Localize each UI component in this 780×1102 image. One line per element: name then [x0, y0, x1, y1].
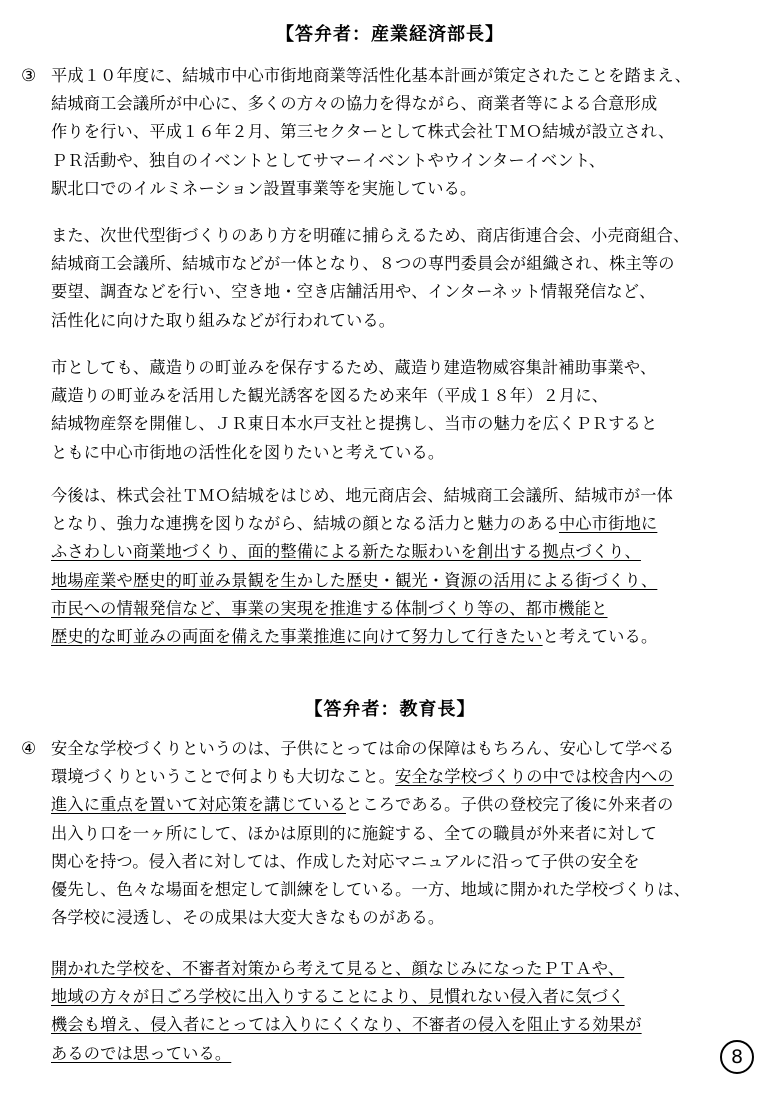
- text-line: [51, 222, 763, 250]
- text-segment: 安全な学校づくりというのは、子供にとっては命の保障はもちろん、安心して学べる: [51, 739, 675, 758]
- item-marker-4: ④: [21, 739, 37, 759]
- text-segment: となり、強力な連携を図りながら、結城の顔となる活力と魅力のある: [51, 514, 560, 534]
- text-line: [51, 354, 763, 382]
- underlined-text: 歴史的な町並みの両面を備えた事業推進に向けて努力して行きたい: [51, 626, 543, 646]
- text-line: [51, 735, 763, 763]
- text-line: [51, 118, 763, 146]
- text-line: [51, 538, 763, 566]
- answer-paragraph: [51, 354, 763, 467]
- text-line: [51, 278, 763, 306]
- text-line: [51, 307, 763, 335]
- text-segment: 活性化に向けた取り組みなどが行われている。: [51, 310, 396, 330]
- text-line: [51, 876, 763, 904]
- answer-paragraph: [51, 222, 763, 335]
- answer-paragraph: [51, 955, 763, 1068]
- text-segment: 各学校に浸透し、その成果は大変大きなものがある。: [51, 908, 445, 928]
- text-line: [51, 955, 763, 983]
- answer-paragraph: [51, 735, 763, 932]
- underlined-text: 市民への情報発信など、事業の実現を推進する体制づくり等の、都市機能と: [51, 598, 608, 618]
- item-marker-3: ③: [21, 66, 37, 86]
- answer-paragraph: [51, 482, 763, 651]
- text-line: [51, 791, 763, 819]
- text-segment: 今後は、株式会社ＴＭＯ結城をはじめ、地元商店会、結城商工会議所、結城市が一体: [51, 486, 674, 505]
- text-segment: 結城商工会議所が中心に、多くの方々の協力を得ながら、商業者等による合意形成: [51, 94, 658, 114]
- text-segment: ところである。子供の登校完了後に外来者の: [345, 795, 674, 815]
- underlined-text: ふさわしい商業地づくり、面的整備による新たな賑わいを創出する拠点づくり、: [51, 542, 641, 562]
- text-segment: ともに中心市街地の活性化を図りたいと考えている。: [51, 442, 445, 462]
- text-segment: 作りを行い、平成１６年２月、第三セクターとして株式会社ＴＭＯ結城が設立され、: [51, 122, 675, 142]
- underlined-text: 中心市街地に: [559, 514, 658, 534]
- heading-superintendent-of-education: 【答弁者：教育長】: [304, 699, 476, 720]
- page-number-badge: 8: [720, 1040, 754, 1074]
- text-segment: 市としても、蔵造りの町並みを保存するため、蔵造り建造物威容集計補助事業や、: [51, 358, 657, 377]
- text-segment: 優先し、色々な場面を想定して訓練をしている。一方、地域に開かれた学校づくりは、: [51, 879, 691, 899]
- text-line: [51, 90, 763, 118]
- text-segment: 要望、調査などを行い、空き地・空き店舗活用や、インターネット情報発信など、: [51, 282, 656, 302]
- text-line: [51, 1040, 763, 1068]
- text-line: [51, 62, 763, 90]
- heading-industrial-economy-director: 【答弁者：産業経済部長】: [276, 24, 504, 45]
- underlined-text: 安全な学校づくりの中では校舎内への: [395, 767, 674, 787]
- text-segment: 出入り口を一ヶ所にして、ほかは原則的に施錠する、全ての職員が外来者に対して: [51, 823, 658, 843]
- text-segment: 環境づくりということで何よりも大切なこと。: [51, 767, 396, 787]
- text-line: [51, 439, 763, 467]
- text-segment: ＰＲ活動や、独自のイベントとしてサマーイベントやウインターイベント、: [51, 150, 606, 170]
- text-line: [51, 482, 763, 510]
- text-segment: 結城商工会議所、結城市などが一体となり、８つの専門委員会が組織され、株主等の: [51, 254, 675, 274]
- underlined-text: 地場産業や歴史的町並み景観を生かした歴史・観光・資源の活用による街づくり、: [51, 570, 658, 590]
- answer-paragraph: [51, 62, 763, 203]
- text-line: [51, 820, 763, 848]
- underlined-text: あるのでは思っている。: [51, 1043, 232, 1063]
- text-line: [51, 595, 763, 623]
- underlined-text: 機会も増え、侵入者にとっては入りにくくなり、不審者の侵入を阻止する効果が: [51, 1015, 642, 1035]
- text-line: [51, 623, 763, 651]
- text-line: [51, 382, 763, 410]
- text-line: [51, 763, 763, 791]
- text-line: [51, 904, 763, 932]
- text-line: [51, 147, 763, 175]
- text-segment: また、次世代型街づくりのあり方を明確に捕らえるため、商店街連合会、小売商組合、: [51, 226, 690, 245]
- text-line: [51, 410, 763, 438]
- text-line: [51, 848, 763, 876]
- text-segment: と考えている。: [542, 626, 658, 646]
- text-segment: 駅北口でのイルミネーション設置事業等を実施している。: [51, 178, 477, 198]
- text-segment: 結城物産祭を開催し、ＪＲ東日本水戸支社と提携し、当市の魅力を広くＰＲすると: [51, 414, 658, 434]
- text-line: [51, 983, 763, 1011]
- text-segment: 関心を持つ。侵入者に対しては、作成した対応マニュアルに沿って子供の安全を: [51, 851, 640, 871]
- text-segment: 蔵造りの町並みを活用した観光誘客を図るため来年（平成１８年）２月に、: [51, 386, 609, 406]
- text-line: [51, 510, 763, 538]
- underlined-text: 進入に重点を置いて対応策を講じている: [51, 795, 346, 815]
- underlined-text: 開かれた学校を、不審者対策から考えて見ると、顔なじみになったＰＴＡや、: [51, 959, 625, 978]
- text-segment: 平成１０年度に、結城市中心市街地商業等活性化基本計画が策定されたことを踏まえ、: [51, 66, 692, 85]
- text-line: [51, 175, 763, 203]
- text-line: [51, 1011, 763, 1039]
- underlined-text: 地域の方々が日ごろ学校に出入りすることにより、見慣れない侵入者に気づく: [51, 987, 625, 1007]
- text-line: [51, 250, 763, 278]
- text-line: [51, 567, 763, 595]
